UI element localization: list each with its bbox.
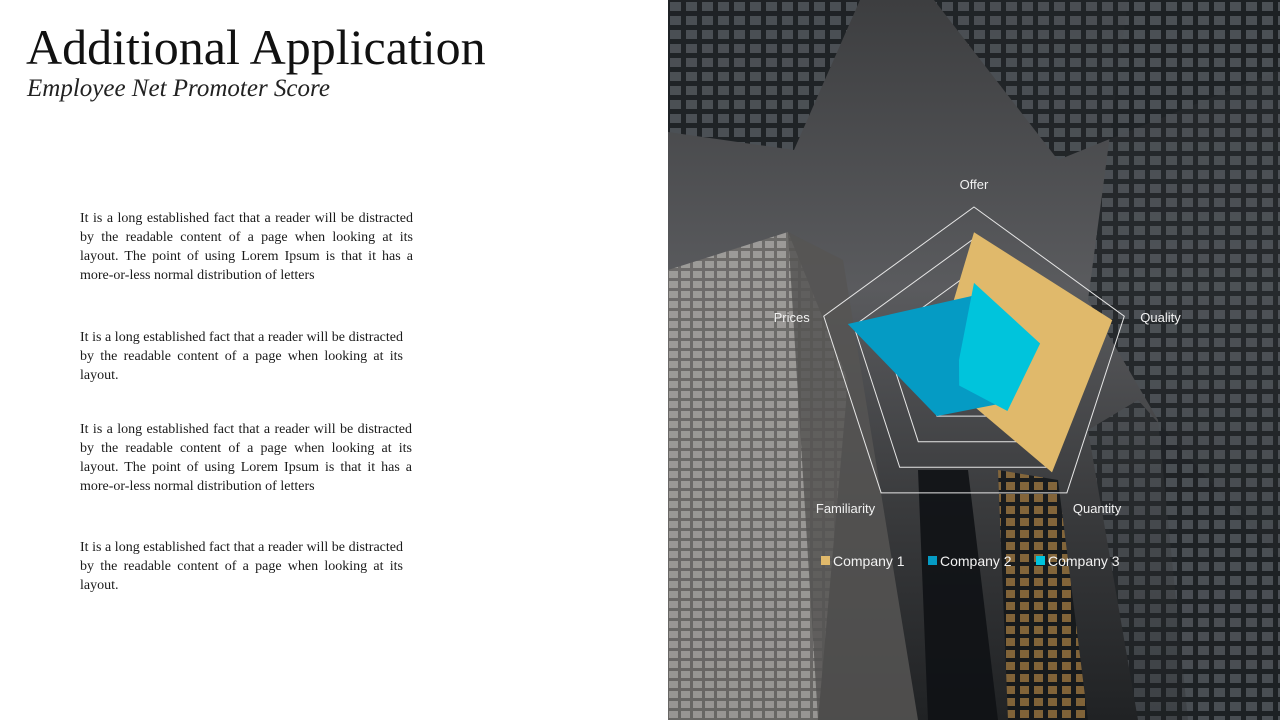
axis-label-quality: Quality [1140, 310, 1181, 326]
legend-label-3: Company 3 [1048, 553, 1120, 569]
axis-label-quantity: Quantity [1072, 500, 1122, 516]
slide-subtitle: Employee Net Promoter Score [27, 75, 330, 102]
slide-title: Additional Application [26, 19, 486, 75]
legend-label-2: Company 2 [940, 553, 1012, 569]
legend-swatch-3 [1036, 556, 1045, 565]
axis-label-prices: Prices [773, 310, 810, 326]
legend-swatch-2 [928, 556, 937, 565]
radar-chart [668, 0, 1280, 720]
axis-label-familiarity: Familiarity [815, 500, 876, 516]
chart-panel [668, 0, 1280, 720]
paragraph-3: It is a long established fact that a reader will be distracted by the readable content of a page when looking at its layout. The point of using Lorem Ipsum is that it has a more-or-less normal distribution of letters [80, 422, 412, 494]
paragraph-4: It is a long established fact that a reader will be distracted by the readable content of a page when looking at its layout. [80, 540, 403, 593]
legend-swatch-1 [821, 556, 830, 565]
paragraph-2: It is a long established fact that a reader will be distracted by the readable content of a page when looking at its layout. [80, 330, 403, 383]
paragraph-1: It is a long established fact that a reader will be distracted by the readable content of a page when looking at its layout. The point of using Lorem Ipsum is that it has a more-or-less normal distribution of letters [80, 211, 413, 283]
legend-label-1: Company 1 [833, 553, 905, 569]
axis-label-offer: Offer [959, 177, 989, 192]
